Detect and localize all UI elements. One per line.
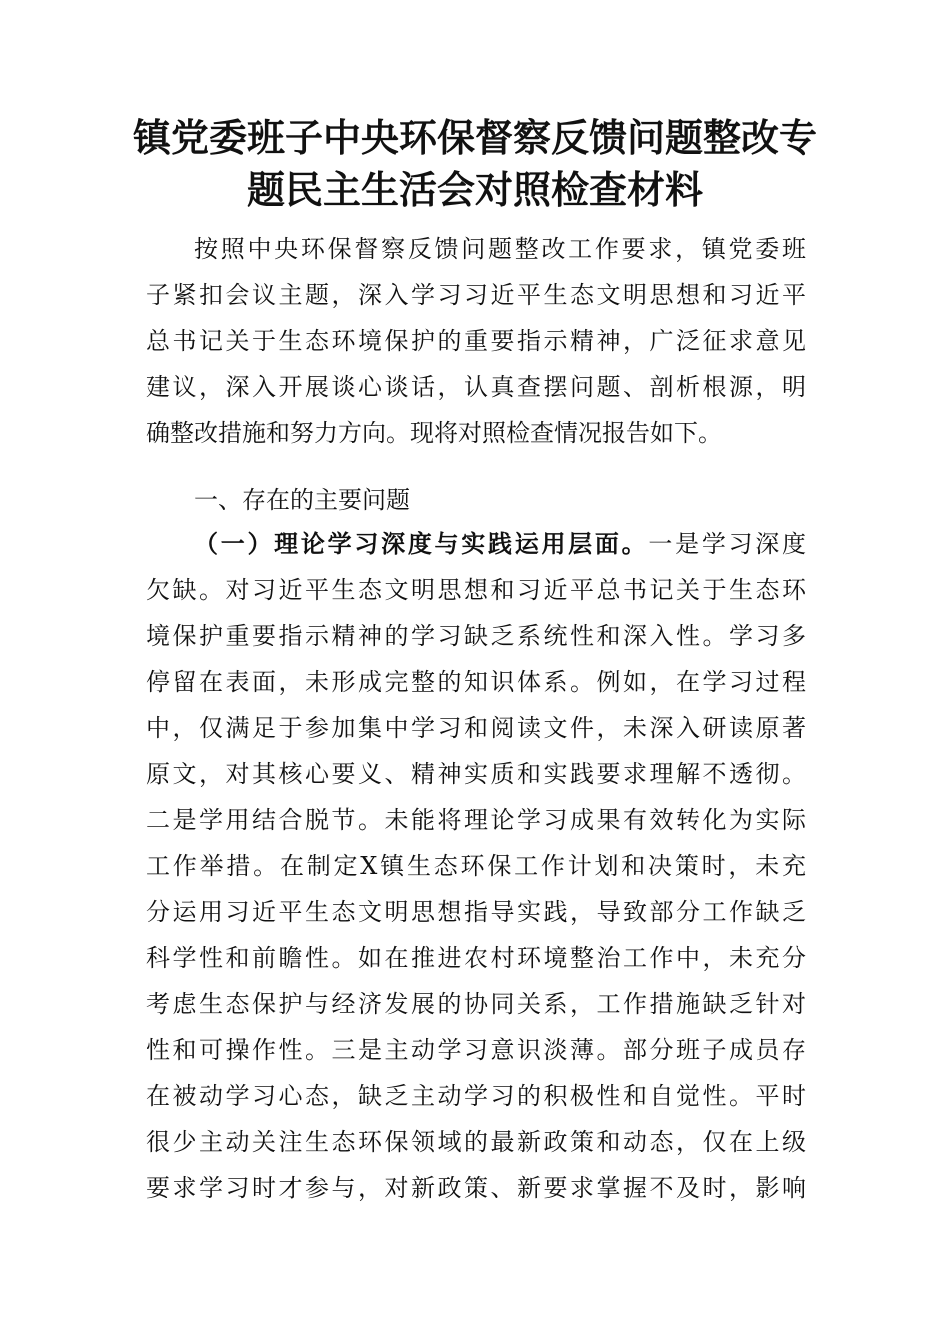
text-line: 总书记关于生态环境保护的重要指示精神，广泛征求意见 <box>146 327 806 355</box>
subsection-heading: （一）理论学习深度与实践运用层面。 <box>194 529 649 558</box>
section-heading: 一、存在的主要问题 <box>194 486 410 514</box>
text-line <box>146 521 806 567</box>
text-line: 子紧扣会议主题，深入学习习近平生态文明思想和习近平 <box>146 281 806 309</box>
text-line: 原文，对其核心要义、精神实质和实践要求理解不透彻。 <box>146 760 806 788</box>
title-line: 镇党委班子中央环保督察反馈问题整改专 <box>132 115 817 160</box>
title-line: 题民主生活会对照检查材料 <box>246 167 703 212</box>
text-line: 停留在表面，未形成完整的知识体系。例如，在学习过程 <box>146 668 806 696</box>
text-line: 工作举措。在制定X镇生态环保工作计划和决策时，未充 <box>146 852 806 880</box>
text-span: 一是学习深度 <box>648 530 807 558</box>
text-line: 很少主动关注生态环保领域的最新政策和动态，仅在上级 <box>146 1128 806 1156</box>
text-line: 确整改措施和努力方向。现将对照检查情况报告如下。 <box>146 419 722 447</box>
text-line: 中，仅满足于参加集中学习和阅读文件，未深入研读原著 <box>146 714 806 742</box>
text-line: 科学性和前瞻性。如在推进农村环境整治工作中，未充分 <box>146 944 806 972</box>
text-line: 性和可操作性。三是主动学习意识淡薄。部分班子成员存 <box>146 1036 806 1064</box>
text-line: 建议，深入开展谈心谈话，认真查摆问题、剖析根源，明 <box>146 373 806 401</box>
text-line: 分运用习近平生态文明思想指导实践，导致部分工作缺乏 <box>146 898 806 926</box>
text-line: 考虑生态保护与经济发展的协同关系，工作措施缺乏针对 <box>146 990 806 1018</box>
document-title <box>120 112 830 216</box>
text-line: 二是学用结合脱节。未能将理论学习成果有效转化为实际 <box>146 806 806 834</box>
section-paragraph <box>146 521 806 1211</box>
text-line: 境保护重要指示精神的学习缺乏系统性和深入性。学习多 <box>146 622 806 650</box>
intro-paragraph <box>146 226 806 456</box>
text-line: 在被动学习心态，缺乏主动学习的积极性和自觉性。平时 <box>146 1082 806 1110</box>
text-line: 要求学习时才参与，对新政策、新要求掌握不及时，影响 <box>146 1174 806 1202</box>
text-line: 欠缺。对习近平生态文明思想和习近平总书记关于生态环 <box>146 576 806 604</box>
text-line: 按照中央环保督察反馈问题整改工作要求，镇党委班 <box>194 235 806 263</box>
